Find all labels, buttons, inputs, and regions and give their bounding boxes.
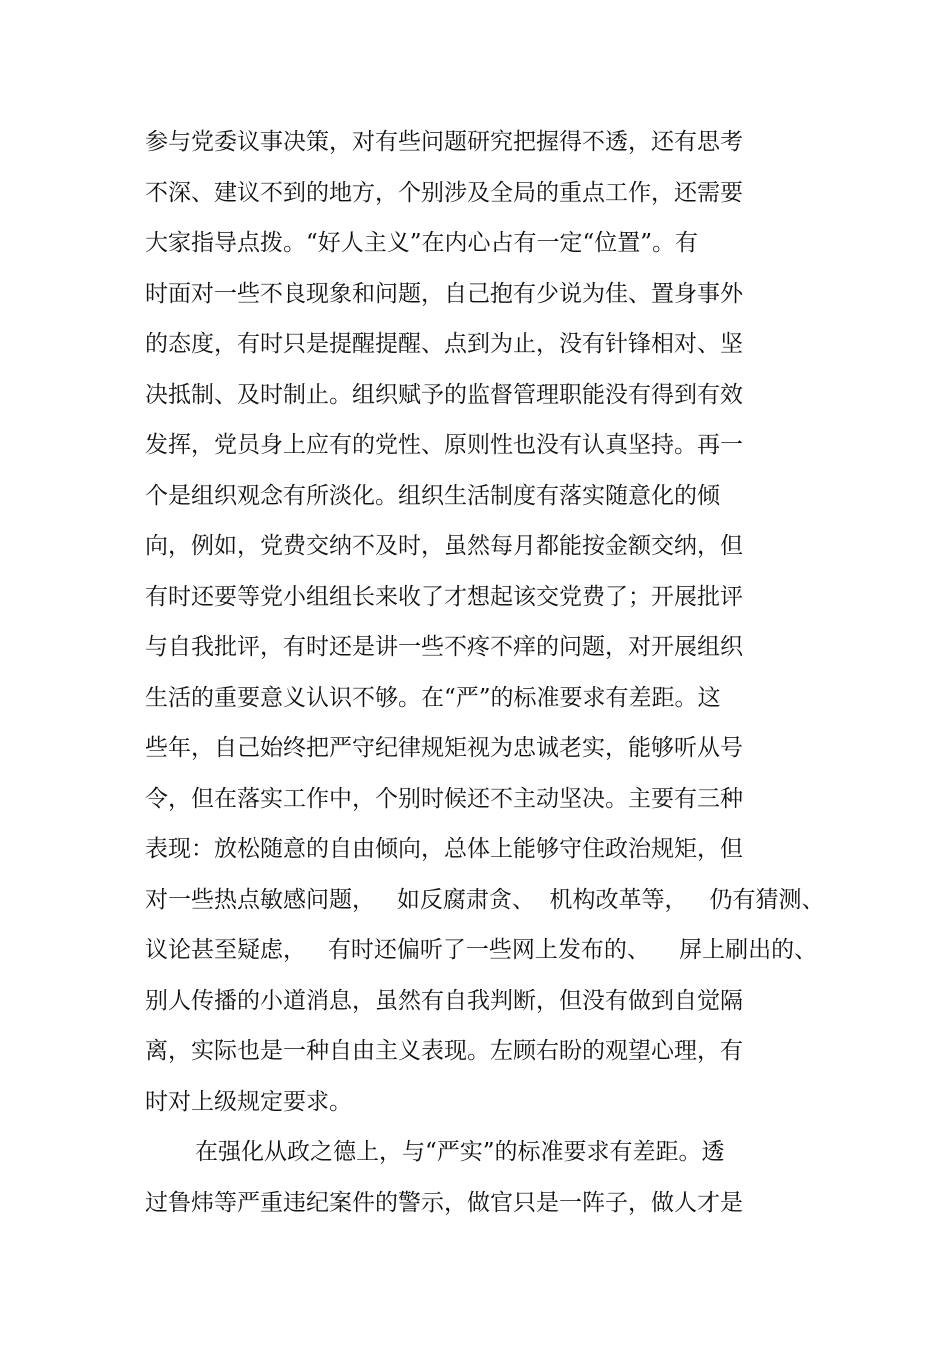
text-line: 决抵制、及时制止。组织赋予的监督管理职能没有得到有效 — [145, 382, 743, 408]
text-line: 不深、建议不到的地方，个别涉及全局的重点工作，还需要 — [145, 180, 743, 206]
text-line: 个是组织观念有所淡化。组织生活制度有落实随意化的倾 — [145, 483, 720, 509]
paragraph-first-line: 在强化从政之德上，与“严实”的标准要求有差距。透 — [195, 1139, 725, 1165]
text-line: 时对上级规定要求。 — [145, 1089, 352, 1115]
text-line: 生活的重要意义认识不够。在“严”的标准要求有差距。这 — [145, 685, 721, 711]
text-line: 参与党委议事决策，对有些问题研究把握得不透，还有思考 — [145, 129, 743, 155]
text-line: 向，例如，党费交纳不及时，虽然每月都能按金额交纳，但 — [145, 533, 743, 559]
text-line: 对一些热点敏感问题， 如反腐肃贪、 机构改革等， 仍有猜测、 — [145, 887, 825, 913]
text-line: 议论甚至疑虑， 有时还偏听了一些网上发布的、 屏上刷出的、 — [145, 937, 818, 963]
text-line: 发挥，党员身上应有的党性、原则性也没有认真坚持。再一 — [145, 432, 743, 458]
text-line: 有时还要等党小组组长来收了才想起该交党费了；开展批评 — [145, 584, 743, 610]
text-line: 与自我批评，有时还是讲一些不疼不痒的问题，对开展组织 — [145, 634, 743, 660]
text-line: 表现：放松随意的自由倾向，总体上能够守住政治规矩，但 — [145, 836, 743, 862]
text-line: 时面对一些不良现象和问题，自己抱有少说为佳、置身事外 — [145, 281, 743, 307]
text-line: 些年，自己始终把严守纪律规矩视为忠诚老实，能够听从号 — [145, 735, 743, 761]
text-line: 过鲁炜等严重违纪案件的警示，做官只是一阵子，做人才是 — [145, 1190, 743, 1216]
text-line: 大家指导点拨。“好人主义”在内心占有一定“位置”。有 — [145, 230, 699, 256]
text-line: 离，实际也是一种自由主义表现。左顾右盼的观望心理，有 — [145, 1038, 743, 1064]
text-line: 的态度，有时只是提醒提醒、点到为止，没有针锋相对、坚 — [145, 331, 743, 357]
text-line: 别人传播的小道消息，虽然有自我判断，但没有做到自觉隔 — [145, 988, 743, 1014]
text-line: 令，但在落实工作中，个别时候还不主动坚决。主要有三种 — [145, 786, 743, 812]
